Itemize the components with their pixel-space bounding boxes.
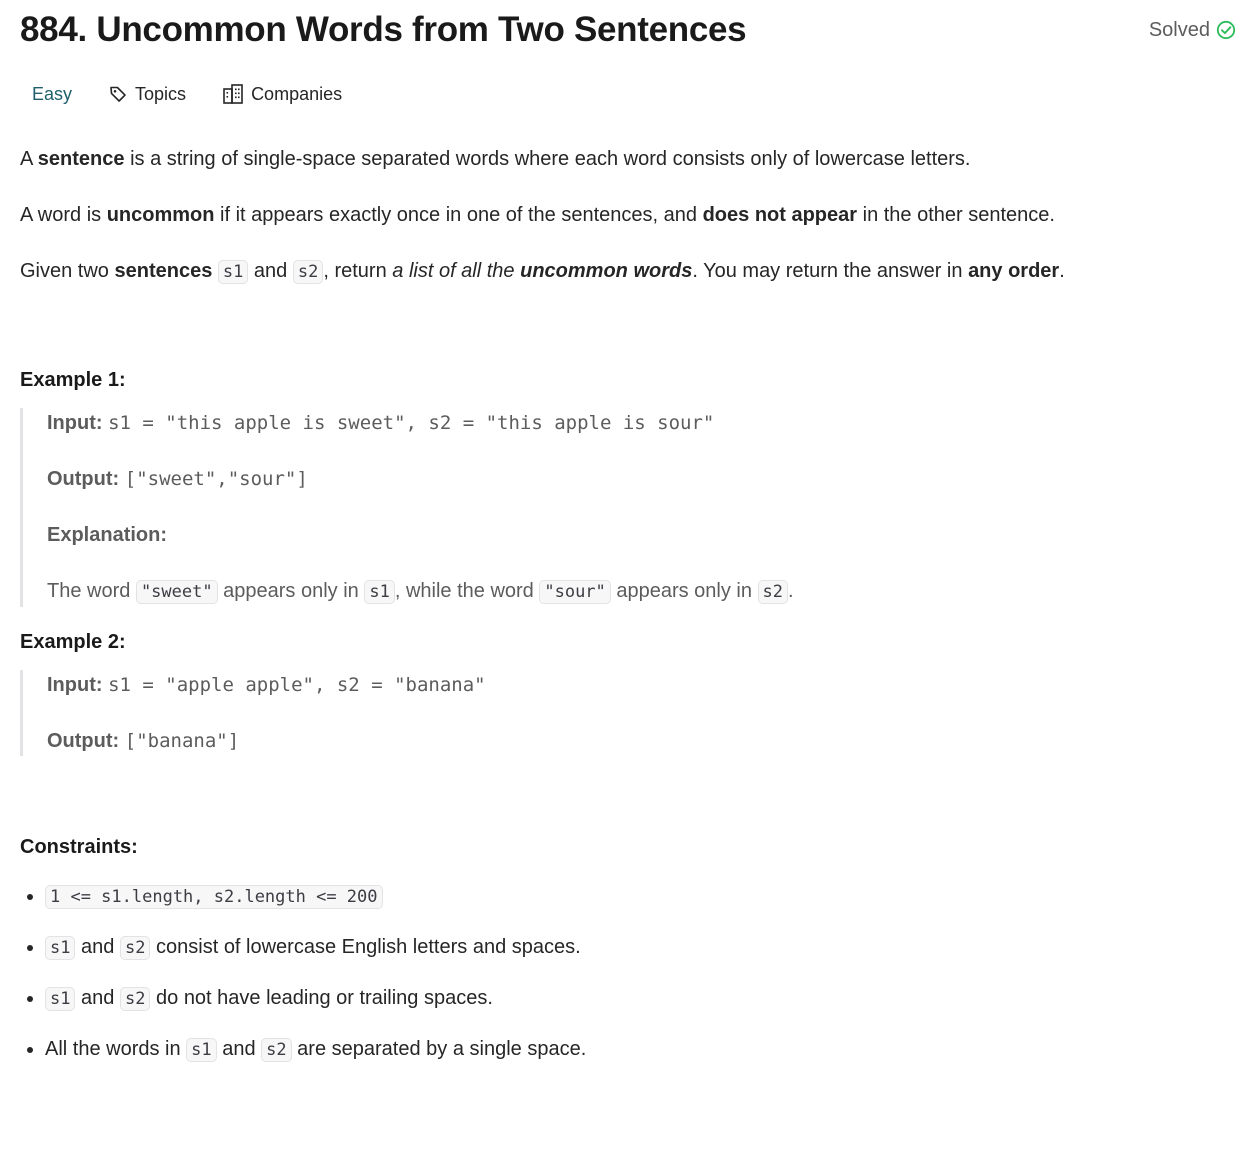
example-1-title: Example 1: bbox=[20, 369, 126, 391]
constraints-title: Constraints: bbox=[20, 836, 138, 858]
description-paragraph-3: Given two sentences s1 and s2 , return a list of all the uncommon words. You may return the answer in any order. bbox=[20, 260, 1065, 282]
constraint-item: • s1 and s2 do not have leading or trailing spaces. bbox=[45, 983, 1240, 1014]
example-1-explanation-label: Explanation: bbox=[47, 524, 168, 546]
term-does-not-appear: does not appear bbox=[702, 204, 858, 226]
difficulty-label: Easy bbox=[32, 83, 73, 104]
constraint-item: • All the words in s1 and s2 are separated by a single space. bbox=[45, 1034, 1240, 1065]
companies-button[interactable] bbox=[210, 79, 354, 109]
companies-label: Companies bbox=[251, 83, 343, 104]
description-paragraph-2: A word is uncommon if it appears exactly once in one of the sentences, and does not appear in the other sentence. bbox=[20, 204, 1055, 226]
constraint-item: • 1 <= s1.length, s2.length <= 200 bbox=[45, 881, 1240, 912]
term-any-order: any order bbox=[968, 260, 1060, 282]
example-1-explanation: The word "sweet" appears only in s1 , while the word "sour" appears only in s2 . bbox=[47, 580, 794, 602]
example-1-output: Output: ["sweet","sour"] bbox=[47, 468, 308, 490]
constraint-item: • s1 and s2 consist of lowercase English letters and spaces. bbox=[45, 932, 1240, 963]
problem-title[interactable]: 884. Uncommon Words from Two Sentences bbox=[20, 10, 747, 49]
description-paragraph-1: A sentence is a string of single-space separated words where each word consists only of lowercase letters. bbox=[20, 148, 971, 170]
example-2-block bbox=[20, 670, 1240, 756]
building-icon bbox=[222, 83, 244, 105]
difficulty-badge bbox=[20, 80, 84, 109]
tag-bar bbox=[20, 66, 1240, 122]
title-row bbox=[20, 0, 1240, 60]
topics-label: Topics bbox=[135, 83, 187, 104]
example-2-output: Output: ["banana"] bbox=[47, 730, 240, 752]
check-circle-icon bbox=[1216, 20, 1236, 40]
topics-button[interactable] bbox=[96, 80, 198, 109]
term-sentence: sentence bbox=[37, 148, 125, 170]
example-1-input: Input: s1 = "this apple is sweet", s2 = "this apple is sour" bbox=[47, 412, 715, 434]
problem-description bbox=[20, 0, 1240, 1085]
solved-label: Solved bbox=[1148, 18, 1210, 41]
tag-icon bbox=[108, 84, 128, 104]
example-2-title: Example 2: bbox=[20, 631, 126, 653]
example-2-input: Input: s1 = "apple apple", s2 = "banana" bbox=[47, 674, 486, 696]
return-phrase: a list of all the uncommon words bbox=[392, 260, 693, 282]
term-sentences: sentences bbox=[114, 260, 213, 282]
solved-indicator bbox=[1149, 19, 1236, 42]
inline-code-s1: s1 bbox=[218, 260, 248, 284]
term-uncommon: uncommon bbox=[106, 204, 215, 226]
example-1-block bbox=[20, 408, 1240, 607]
inline-code-s2: s2 bbox=[293, 260, 323, 284]
constraints-list bbox=[20, 881, 1240, 1065]
